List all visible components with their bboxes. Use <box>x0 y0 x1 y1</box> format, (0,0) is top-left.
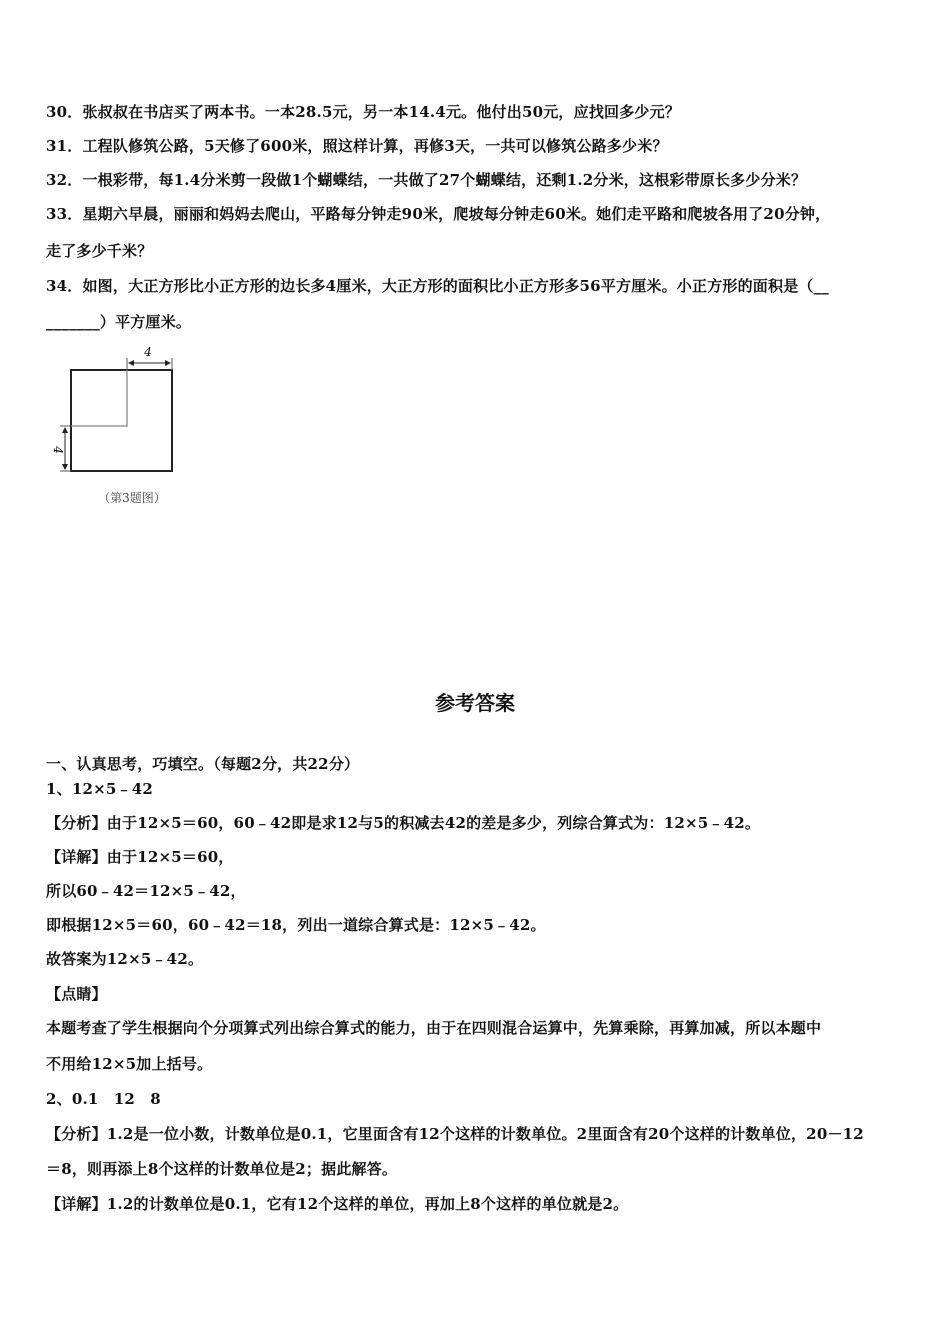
question-34-line-2: _______）平方厘米。 <box>46 313 192 331</box>
question-34-line-1: 34．如图，大正方形比小正方形的边长多4厘米，大正方形的面积比小正方形多56平方厘米。小正方形的面积是（__ <box>46 277 829 295</box>
large-square <box>71 370 172 471</box>
answer-1: 1、12×5﹣42 <box>46 780 153 798</box>
answer-1-detail-1: 【详解】由于12×5＝60， <box>46 848 234 866</box>
question-31: 31．工程队修筑公路，5天修了600米，照这样计算，再修3天，一共可以修筑公路多少米？ <box>46 137 668 155</box>
answer-2-detail: 【详解】1.2的计数单位是0.1，它有12个这样的单位，再加上8个这样的单位就是2。 <box>46 1195 629 1213</box>
question-30: 30．张叔叔在书店买了两本书。一本28.5元，另一本14.4元。他付出50元，应找回多少元？ <box>46 103 681 121</box>
question-33-line-2: 走了多少千米？ <box>46 242 153 260</box>
question-32: 32．一根彩带，每1.4分米剪一段做1个蝴蝶结，一共做了27个蝴蝶结，还剩1.2分米，这根彩带原长多少分米？ <box>46 171 807 189</box>
section-heading: 一、认真思考，巧填空。（每题2分，共22分） <box>46 755 360 773</box>
squares-diagram <box>44 342 184 510</box>
answer-1-analysis: 【分析】由于12×5＝60，60﹣42即是求12与5的积减去42的差是多少，列综合算式为：12×5﹣42。 <box>46 814 761 832</box>
answer-1-comment-heading: 【点睛】 <box>46 985 107 1003</box>
left-dimension-label: 4 <box>51 446 65 454</box>
answer-1-conclusion: 故答案为12×5﹣42。 <box>46 950 204 968</box>
answers-title: 参考答案 <box>435 691 515 715</box>
squares-figure <box>44 342 184 510</box>
answer-2-analysis-line-1: 【分析】1.2是一位小数，计数单位是0.1，它里面含有12个这样的计数单位。2里面含有20个这样的计数单位，20－12 <box>46 1125 864 1143</box>
answer-1-detail-3: 即根据12×5＝60，60﹣42＝18，列出一道综合算式是：12×5﹣42。 <box>46 916 546 934</box>
figure-caption: （第3题图） <box>98 491 166 505</box>
answer-1-comment-line-1: 本题考查了学生根据向个分项算式列出综合算式的能力，由于在四则混合运算中，先算乘除，再算加减，所以本题中 <box>46 1019 822 1037</box>
answer-2-analysis-line-2: ＝8，则再添上8个这样的计数单位是2；据此解答。 <box>46 1160 398 1178</box>
top-dimension-label: 4 <box>144 345 152 359</box>
question-33-line-1: 33．星期六早晨，丽丽和妈妈去爬山，平路每分钟走90米，爬坡每分钟走60米。她们走平路和爬坡各用了20分钟， <box>46 205 831 223</box>
answer-1-detail-2: 所以60﹣42＝12×5﹣42， <box>46 882 246 900</box>
answer-1-comment-line-2: 不用给12×5加上括号。 <box>46 1055 213 1073</box>
small-square-edge <box>71 370 127 426</box>
answer-2: 2、0.1 12 8 <box>46 1090 161 1108</box>
